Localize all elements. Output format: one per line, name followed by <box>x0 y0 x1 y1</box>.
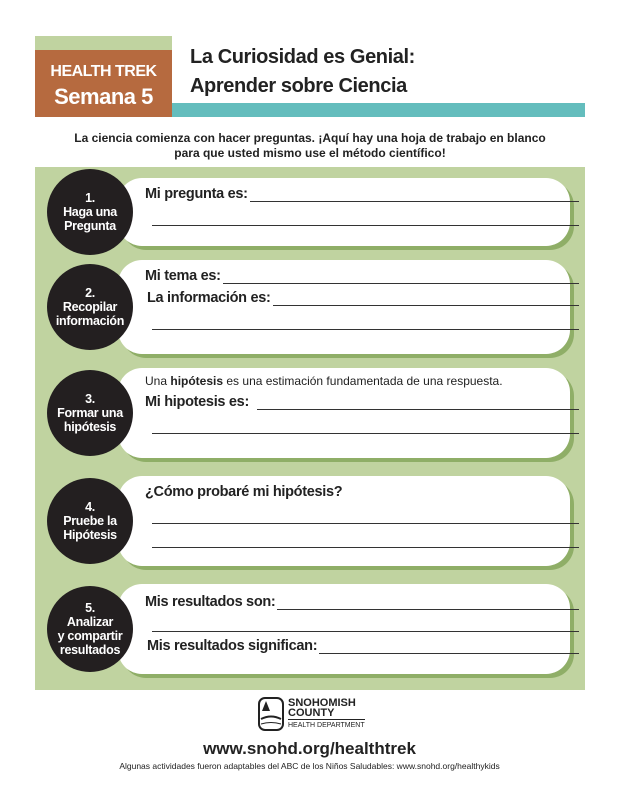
step-number: 5. <box>85 601 95 615</box>
title-underline-bar <box>172 103 585 117</box>
answer-line[interactable] <box>150 618 579 632</box>
answer-line[interactable] <box>150 212 579 226</box>
field-label: Mi pregunta es: <box>145 186 248 202</box>
answer-line[interactable] <box>150 316 579 330</box>
step-label: hipótesis <box>63 420 117 434</box>
page-title-line2: Aprender sobre Ciencia <box>190 75 407 97</box>
step-1-circle <box>47 169 133 255</box>
topic-field[interactable] <box>145 268 579 284</box>
hypothesis-definition: Una hipótesis es una estimación fundamentada de una respuesta. <box>145 374 503 388</box>
step-2-circle <box>47 264 133 350</box>
page-title-line1: La Curiosidad es Genial: <box>190 46 415 68</box>
header-badge <box>35 50 172 117</box>
intro-text: La ciencia comienza con hacer preguntas. ¡Aquí hay una hoja de trabajo en blanco para que usted mismo use el método científico! <box>74 131 546 160</box>
information-field[interactable] <box>147 290 579 306</box>
answer-line[interactable] <box>150 510 579 524</box>
badge-line1: HEALTH TREK <box>50 63 157 80</box>
step-label: y compartir <box>57 629 123 643</box>
results-field[interactable] <box>145 594 579 610</box>
question-field[interactable] <box>145 186 579 202</box>
logo-emblem-icon <box>258 697 284 731</box>
step-label: Hipótesis <box>63 528 117 542</box>
step-number: 4. <box>85 500 95 514</box>
credit-text: Algunas actividades fueron adaptables del ABC de los Niños Saludables: www.snohd.org/healthykids <box>119 761 500 771</box>
answer-line[interactable] <box>150 420 579 434</box>
healthtrek-url[interactable]: www.snohd.org/healthtrek <box>203 739 416 758</box>
field-label: ¿Cómo probaré mi hipótesis? <box>145 484 343 500</box>
hypothesis-field[interactable] <box>145 394 579 410</box>
field-label: Mis resultados significan: <box>147 638 318 654</box>
snohomish-logo: SNOHOMISH COUNTY HEALTH DEPARTMENT <box>258 697 365 731</box>
answer-line[interactable] <box>150 534 579 548</box>
field-label: La información es: <box>147 290 271 306</box>
field-label: Mis resultados son: <box>145 594 276 610</box>
step-label: resultados <box>59 643 121 657</box>
step-5-circle <box>47 586 133 672</box>
step-label: información <box>55 314 125 328</box>
step-label: Pruebe la <box>63 514 117 528</box>
step-label: Haga una <box>63 205 117 219</box>
step-3-circle <box>47 370 133 456</box>
step-number: 1. <box>85 191 95 205</box>
field-label: Mi hipotesis es: <box>145 394 249 410</box>
step-number: 2. <box>85 286 95 300</box>
step-label: Analizar <box>66 615 114 629</box>
step-label: Formar una <box>57 406 123 420</box>
header-accent <box>35 36 172 50</box>
step-4-circle <box>47 478 133 564</box>
step-number: 3. <box>85 392 95 406</box>
step-label: Pregunta <box>64 219 116 233</box>
badge-line2: Semana 5 <box>54 84 153 109</box>
meaning-field[interactable] <box>147 638 579 654</box>
step-label: Recopilar <box>62 300 118 314</box>
field-label: Mi tema es: <box>145 268 221 284</box>
test-prompt <box>145 484 579 500</box>
